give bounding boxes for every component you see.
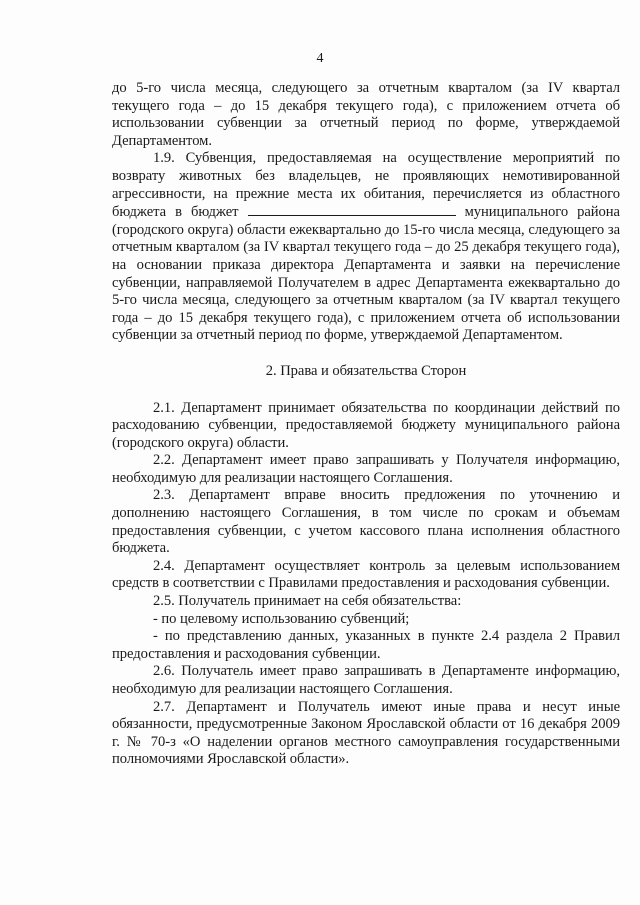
paragraph-2-5: 2.5. Получатель принимает на себя обязательства:	[153, 593, 462, 610]
paragraph-1-9	[112, 150, 620, 345]
paragraph-2-4: 2.4. Департамент осуществляет контроль за целевым использованием средств в соответствии с Правилами предоставления и расходования субвенции.	[112, 557, 620, 592]
paragraph-2-2: 2.2. Департамент имеет право запрашивать у Получателя информацию, необходимую для реализации настоящего Соглашения.	[112, 452, 620, 486]
paragraph-1-9-text-start: 1.9. Субвенция, предоставляемая на осуществление мероприятий по возврату животных без владельцев, не проявляющих немотивированной агрессивности, на прежние места их обитания, перечисляется из областного бюджета в бюджет	[112, 150, 620, 221]
paragraph-1-9-text-end: муниципального района (городского округа) области ежеквартально до 15-го числа месяца, следующего за отчетным кварталом (за IV квартал текущего года – до 25 декабря текущего года), на основании приказа директора Департамента и заявки на перечисление субвенции, направляемой Получателем в адрес Департамента ежеквартально до 5-го числа месяца, следующего за отчетным кварталом (за IV квартал текущего года – до 15 декабря текущего года), с приложением отчета об использовании субвенции за отчетный период по форме, утверждаемой Департаментом.	[112, 204, 620, 344]
paragraph-2-5-item-a: - по целевому использованию субвенций;	[153, 610, 410, 627]
paragraph-2-3: 2.3. Департамент вправе вносить предложения по уточнению и дополнению настоящего Соглашения, в том числе по срокам и объемам предоставления субвенции, с учетом кассового плана исполнения областного бюджета.	[112, 487, 620, 557]
paragraph-2-1: 2.1. Департамент принимает обязательства по координации действий по расходованию субвенции, предоставляемой бюджету муниципального района (городского округа) области.	[112, 399, 620, 451]
paragraph-2-5-item-b: - по представлению данных, указанных в пункте 2.4 раздела 2 Правил предоставления и расходования субвенции.	[112, 628, 620, 662]
page-number: 4	[316, 51, 324, 66]
paragraph-2-7: 2.7. Департамент и Получатель имеют иные права и несут иные обязанности, предусмотренные Законом Ярославской области от 16 декабря 2009 г. № 70-з «О наделении органов местного самоуправления государственными полномочиями Ярославской области».	[112, 698, 620, 768]
document-body	[112, 80, 620, 769]
blank-fill-line	[248, 203, 456, 216]
paragraph-2-6: 2.6. Получатель имеет право запрашивать в Департаменте информацию, необходимую для реализации настоящего Соглашения.	[112, 663, 620, 697]
section-2-heading: 2. Права и обязательства Сторон	[265, 362, 467, 379]
paragraph-1-8-continuation: до 5-го числа месяца, следующего за отчетным кварталом (за IV квартал текущего года – до 15 декабря текущего года), с приложением отчета об использовании субвенции за отчетный период по форме, утверждаемой Департаментом.	[112, 80, 620, 149]
